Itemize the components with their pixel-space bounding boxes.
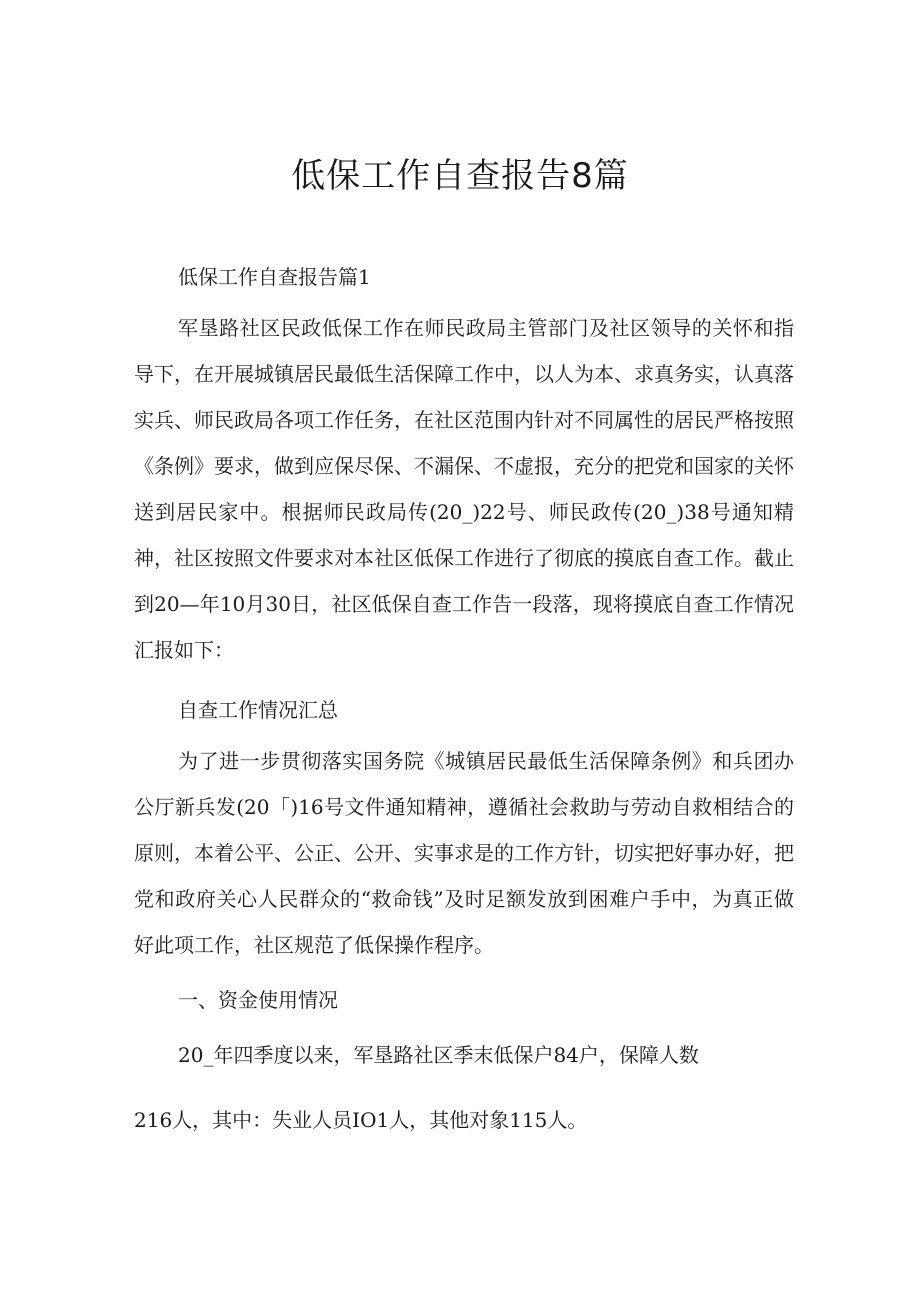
- section-heading: 低保工作自查报告篇1: [178, 265, 371, 289]
- funds-heading: 一、资金使用情况: [178, 988, 338, 1012]
- summary-heading: 自查工作情况汇总: [178, 698, 338, 722]
- document-title: 低保工作自查报告8篇: [291, 156, 629, 196]
- paragraph-summary: 为了进一步贯彻落实国务院《城镇居民最低生活保障条例》和兵团办公厅新兵发(20「)16号文件通知精神，遵循社会救助与劳动自救相结合的原则，本着公平、公正、公开、实事求是的工作方针，切实把好事办好，把党和政府关心人民群众的“救命钱”及时足额发放到困难户手中，为真正做好此项工作，社区规范了低保操作程序。: [134, 749, 794, 957]
- paragraph-intro: 军垦路社区民政低保工作在师民政局主管部门及社区领导的关怀和指导下，在开展城镇居民最低生活保障工作中，以人为本、求真务实，认真落实兵、师民政局各项工作任务，在社区范围内针对不同属性的居民严格按照《条例》要求，做到应保尽保、不漏保、不虚报，充分的把党和国家的关怀送到居民家中。根据师民政局传(20_)22号、师民政传(20_)38号通知精神，社区按照文件要求对本社区低保工作进行了彻底的摸底自查工作。截止到20—年10月30日，社区低保自查工作告一段落，现将摸底自查工作情况汇报如下：: [134, 316, 794, 662]
- paragraph-funds-continued: 216人，其中：失业人员IO1人，其他对象115人。: [134, 1108, 588, 1132]
- paragraph-funds: 20_年四季度以来，军垦路社区季末低保户84户，保障人数: [178, 1043, 699, 1067]
